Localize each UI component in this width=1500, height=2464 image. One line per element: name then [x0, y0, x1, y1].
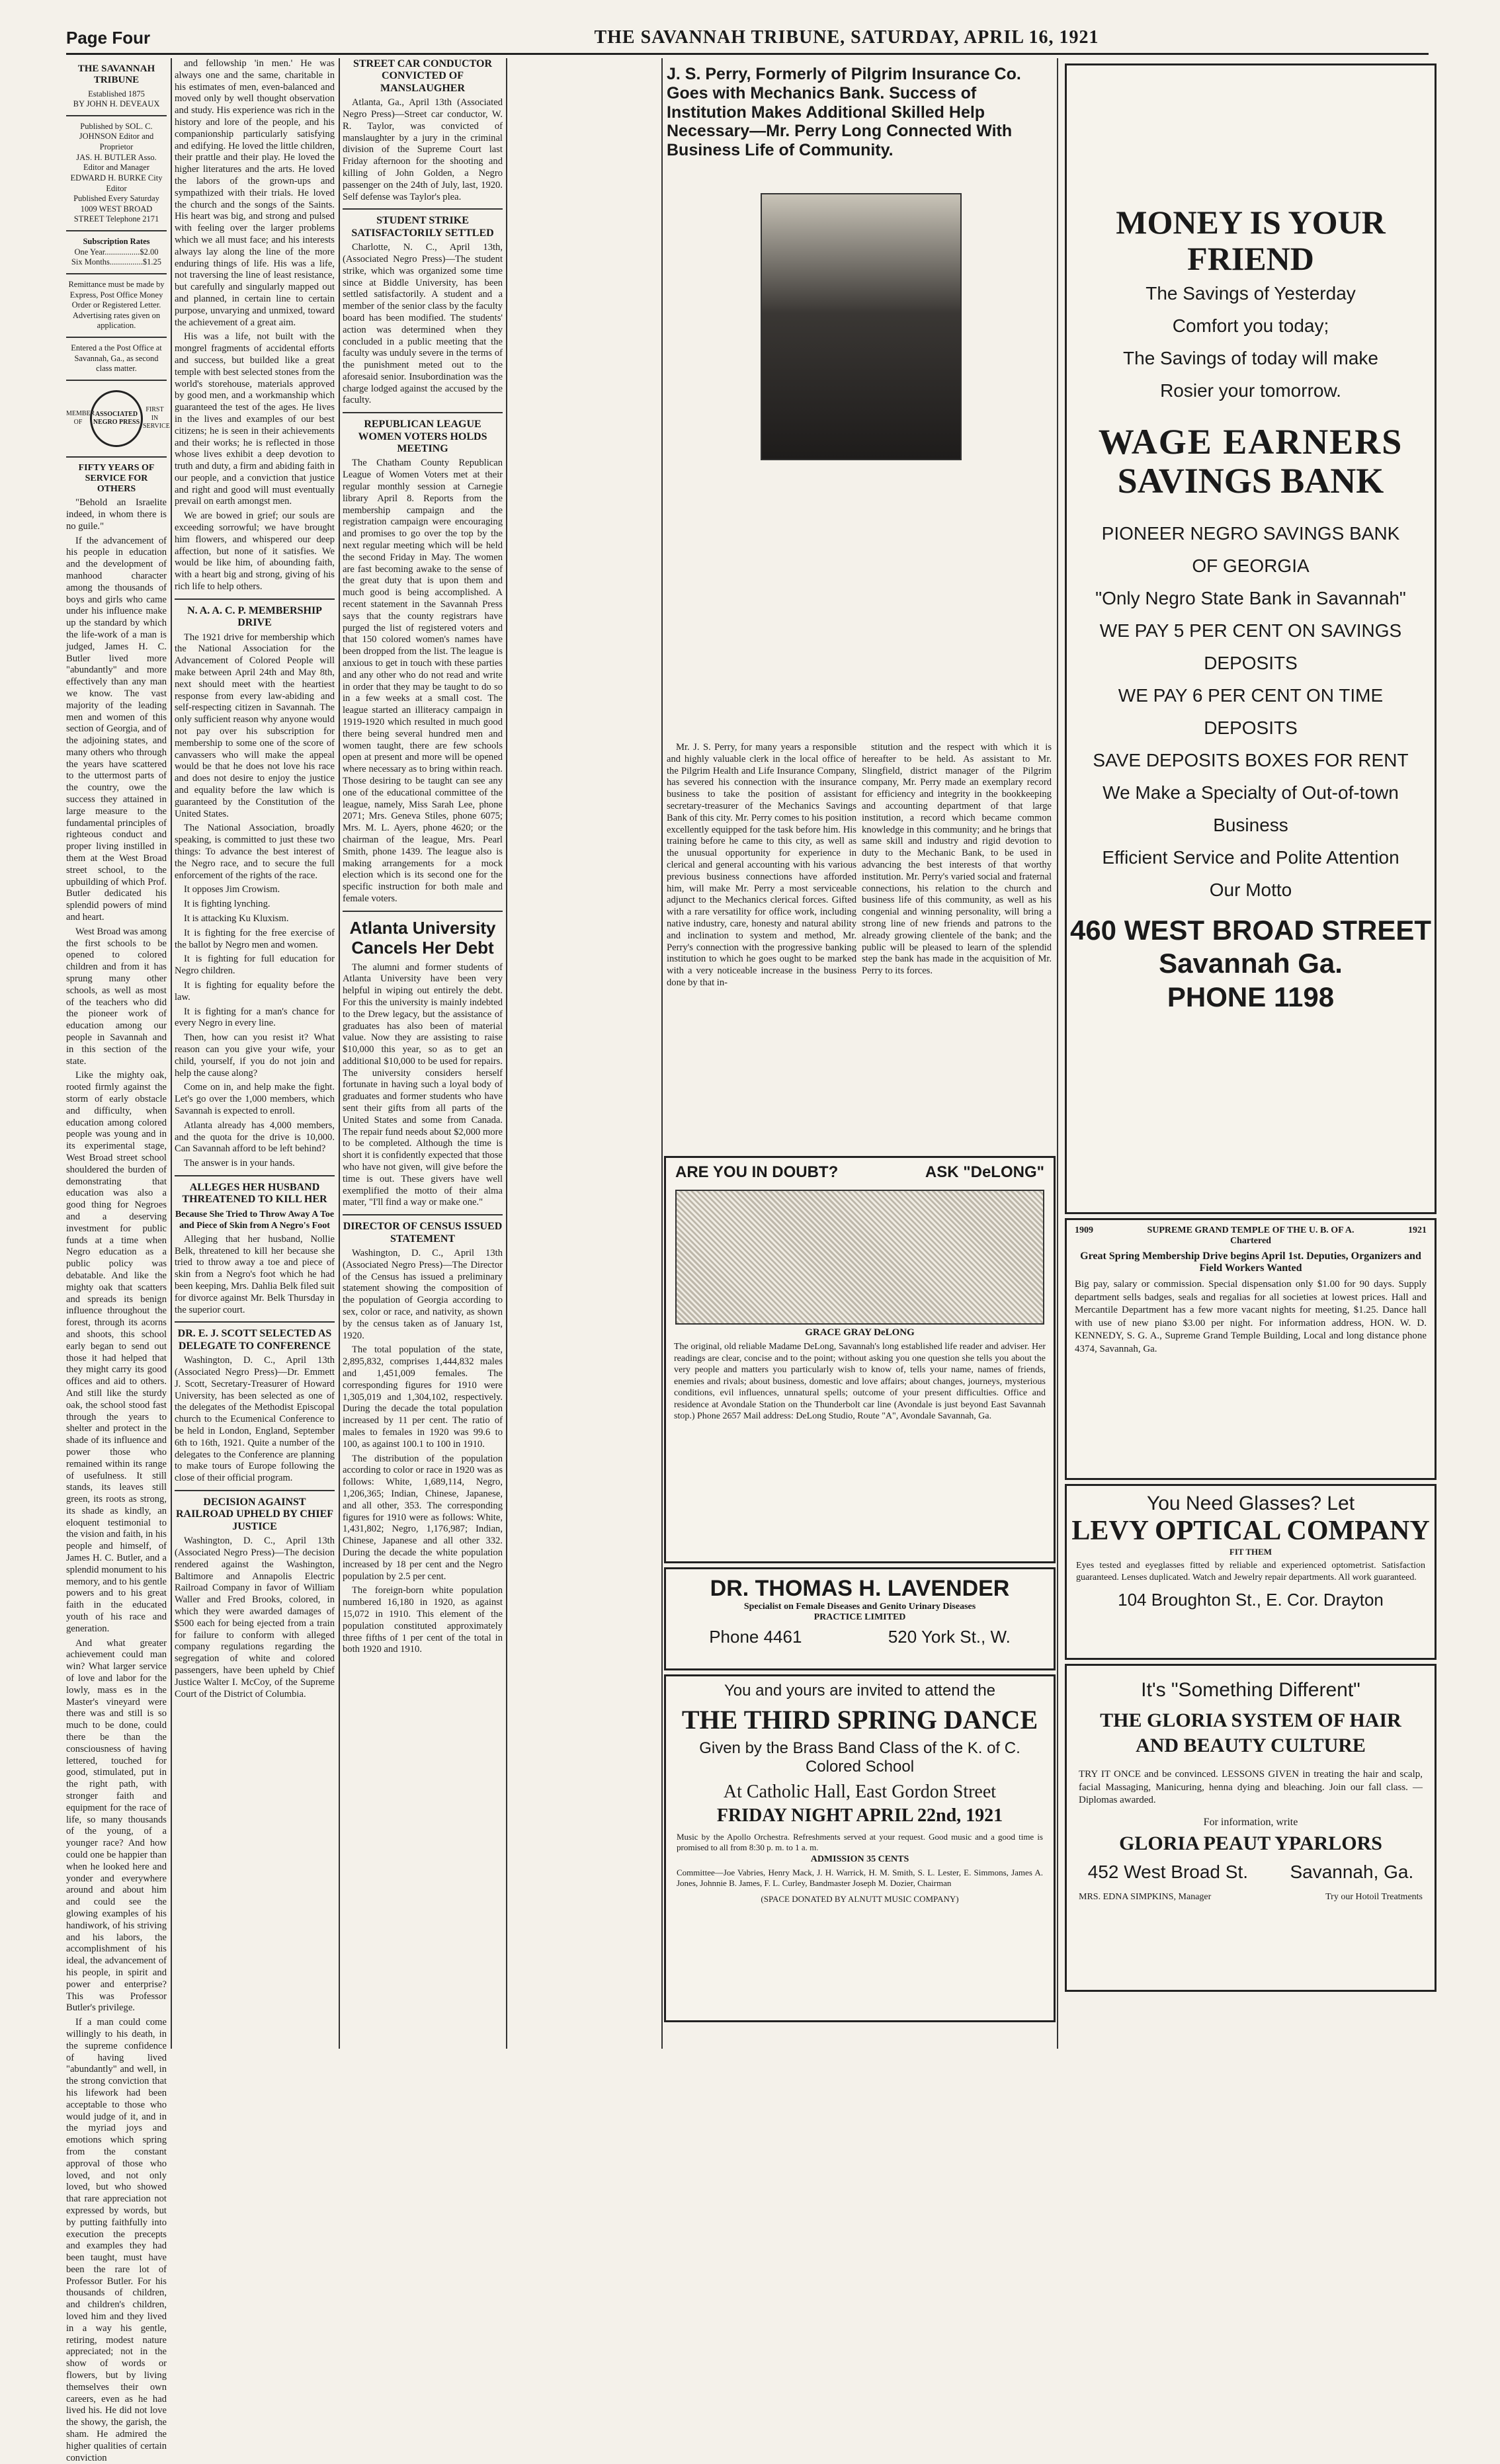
perry-text-right	[862, 742, 1052, 1152]
article-paragraph: Like the mighty oak, rooted firmly against the storm of early obstacle and difficulty, when education among colored people was young and in its experimental stage, West Broad street school shouldered the burden of demonstrating that education was also a good thing for Negroes and a deserving investment for public funds at a time when Negro education as a public policy was debatable. And like the mighty oak that scatters and spreads its benign influence throughout the forest, through its acorns and shoots, this school early began to send out those it had helped that they might carry its good offices and aid to others. And still like the sturdy oak, the school stood fast through the years to shelter and protect in the shade of its influence and power those who remained within its range of usefulness. It still stands, its leaves still green, its roots as strong, its shade as kindly, an eloquent testimonial to the vision and faith, in his people and himself, of James H. C. Butler, and a splendid monument to his memory, and to his gentle powers and to his great faith in the educated youth of his race and generation.	[66, 1070, 167, 1634]
levy-question: You Need Glasses? Let	[1146, 1493, 1355, 1514]
delong-portrait	[675, 1190, 1044, 1325]
article-paragraph: It is fighting for a man's chance for every Negro in every line.	[175, 1006, 335, 1029]
article-paragraph: The Chatham County Republican League of Women Voters met at their regular monthly session at Carnegie library April 8. Reports from the membership campaign and the registration campaign were encouraging and promises to go over the top by the next regular meeting which will be held the second Friday in May. The women are fast becoming awake to the sense of the great duty that is upon them and much good is being accomplished. A recent statement in the Savannah Press says that the county registrars have purged the list of registered voters and that 150 colored women's names have been dropped from the list. The league is anxious to get in touch with these parties and any other who do not read and write in order that they may be taught to do so in a few weeks at a small cost. The league started an illiteracy campaign in 1919-1920 which resulted in much good there being several hundred men and women taught, there are few schools open at present and more will be opened where necessary as to bring within reach. Those desiring to be taught can see any one of the educational committee of the league, namely, Miss Sarah Lee, phone 2071; Mrs. Geneva Stiles, phone 6075; Mrs. M. L. Ayers, phone 4620; or the chairman of the league, Mrs. Pearl Smith, phone 1439. The league also is making arrangements for a mock election which is its second one for the specific instruction for both male and female voters.	[343, 458, 503, 904]
article-paragraph: The 1921 drive for membership which the National Association for the Advancement of Colored People will make between April 24th and May 8th, next should meet with the heartiest response from every law-abiding and self-respecting citizen in Savannah. The only sufficient reason why anyone would not pay over his subscription for membership to some one of the score of canvassers who will make the appeal would be that he does not love his race and does not desire to enjoy the justice and equality before the law which is guaranteed by the Constitution of the United States.	[175, 632, 335, 819]
gloria-name: GLORIA PEAUT YPARLORS	[1119, 1832, 1382, 1854]
bank-saying-1: The Savings of Yesterday	[1146, 283, 1356, 304]
delong-question: ARE YOU IN DOUBT?	[675, 1163, 839, 1181]
dance-invite: You and yours are invited to attend the	[724, 1682, 996, 1700]
article-paragraph: If the advancement of his people in education and the development of manhood character among the thousands of boys and girls who came under his influence make up the standard by which the life-work of a man is judged, James H. C. Butler lived more "abundantly" and more effectively than any man we know. The vast majority of the leading men and women of this section of Georgia, and of the adjoining states, and many others who through the years have scattered to the uttermost parts of the country, owe the success they attained in large measure to the fundamental principles of righteous conduct and proper living instilled in them at the West Broad street school, to the upbuilding of which Prof. Butler dedicated his splendid powers of mind and heart.	[66, 535, 167, 923]
temple-year-end: 1921	[1408, 1225, 1427, 1235]
founder: BY JOHN H. DEVEAUX	[73, 99, 160, 109]
article-paragraph: Charlotte, N. C., April 13th, (Associated Negro Press)—The student strike, which was organized some time since at Biddle University, has been settled satisfactorily. A student and a member of the senior class by the faculty board has been modified. The students' action was determined when they concluded in a public meeting that the faculty was unduly severe in the terms of the punishment meted out to the aforesaid senior. Insubordination was the charge lodged against the accused by the faculty.	[343, 242, 503, 406]
levy-name: LEVY OPTICAL COMPANY	[1071, 1516, 1430, 1546]
bank-name-line-1: WAGE EARNERS	[1098, 422, 1403, 462]
bank-address: 460 WEST BROAD STREET	[1069, 914, 1432, 946]
scott-headline: DR. E. J. SCOTT SELECTED AS DELEGATE TO CONFERENCE	[177, 1328, 332, 1352]
article-paragraph: Washington, D. C., April 13th (Associated Negro Press)—The decision rendered against the Washington, Baltimore and Annapolis Electric Railroad Company in favor of William Waller and Fred Brooks, colored, in which they were awarded damages of $500 each for being ejected from a train for failure to conform with alleged company regulations regarding the segregation of white and colored passengers, have been upheld by Chief Justice Walter I. McCoy, of the Supreme Court of the District of Columbia.	[175, 1536, 335, 1700]
dance-where: At Catholic Hall, East Gordon Street	[723, 1782, 997, 1802]
temple-drive: Great Spring Membership Drive begins April 1st. Deputies, Organizers and Field Workers Wanted	[1080, 1251, 1421, 1274]
lavender-name: DR. THOMAS H. LAVENDER	[710, 1576, 1010, 1601]
rate-six-months: Six Months................$1.25	[71, 257, 162, 267]
perry-headline: J. S. Perry, Formerly of Pilgrim Insurance Co. Goes with Mechanics Bank. Success of Institution Makes Additional Skilled Help Necessary—Mr. Perry Long Connected With Business Life of Community.	[667, 65, 1021, 159]
levy-address: 104 Broughton St., E. Cor. Drayton	[1118, 1590, 1384, 1610]
article-paragraph: Washington, D. C., April 13th (Associated Negro Press)—Dr. Emmett J. Scott, Secretary-Treasurer of Howard University, has been selected as one of the delegates of the Methodist Episcopal church to the Ecumenical Conference to be held in London, England, September 6th to 16th, 1921. Quite a number of the delegates to the Conference are planning to make tours of Europe following the close of their official program.	[175, 1355, 335, 1484]
article-paragraph: Atlanta already has 4,000 members, and the quota for the drive is 10,000. Can Savannah afford to be left behind?	[175, 1120, 335, 1155]
lavender-specialty: Specialist on Female Diseases and Genito Urinary Diseases	[743, 1602, 976, 1612]
naacp-headline: N. A. A. C. P. MEMBERSHIP DRIVE	[187, 604, 322, 629]
bank-phone: PHONE 1198	[1167, 981, 1335, 1012]
seal-right-label: FIRST IN SERVICE	[143, 406, 170, 431]
alleges-subhead: Because She Tried to Throw Away A Toe and Piece of Skin from A Negro's Foot	[175, 1209, 335, 1231]
publication-info: Published Every Saturday 1009 WEST BROAD STREET Telephone 2171	[73, 194, 159, 224]
temple-year-start: 1909	[1075, 1225, 1093, 1235]
gloria-title: THE GLORIA SYSTEM OF HAIR AND BEAUTY CULTURE	[1100, 1709, 1401, 1756]
gloria-city: Savannah, Ga.	[1290, 1861, 1414, 1882]
bank-line: OF GEORGIA	[1192, 555, 1310, 576]
column-2	[175, 58, 335, 2049]
column-rule	[661, 58, 663, 2049]
column-3	[343, 58, 503, 2049]
column-1	[66, 58, 170, 2463]
gloria-treatment: Try our Hotoil Treatments	[1325, 1891, 1423, 1902]
alleges-headline: ALLEGES HER HUSBAND THREATENED TO KILL HER	[182, 1181, 327, 1206]
bank-line: DEPOSITS	[1204, 652, 1298, 673]
perry-portrait	[761, 193, 962, 460]
associate-editor: JAS. H. BUTLER Asso. Editor and Manager	[76, 152, 157, 173]
dance-sponsor: (SPACE DONATED BY ALNUTT MUSIC COMPANY)	[761, 1894, 959, 1904]
bank-name-line-2: SAVINGS BANK	[1117, 461, 1384, 501]
bank-line: Our Motto	[1209, 879, 1292, 900]
bank-city: Savannah Ga.	[1159, 948, 1343, 979]
delong-name: GRACE GRAY DeLONG	[805, 1327, 915, 1338]
delong-ad	[664, 1156, 1056, 1563]
perry-text-left	[667, 742, 856, 1152]
article-paragraph: Washington, D. C., April 13th (Associated Negro Press)—The Director of the Census has issued a preliminary statement showing the composition of the population of Georgia according to sex, color or race, and nativity, as shown by the census taken as of January 1st, 1920.	[343, 1248, 503, 1341]
column-rule	[339, 58, 340, 2049]
bank-line: "Only Negro State Bank in Savannah"	[1095, 587, 1406, 608]
dance-music: Music by the Apollo Orchestra. Refreshments served at your request. Good music and a good time is promised to all from 8:30 p. m. to 1 a. m.	[677, 1832, 1043, 1852]
dance-ad	[664, 1674, 1056, 2022]
article-paragraph: It is fighting for full education for Negro children.	[175, 954, 335, 977]
article-paragraph: His was a life, not built with the mongrel fragments of accidental efforts and success, but builded like a great temple with best selected stones from the world's storehouse, materials approved by good men, and a workmanship which guaranteed the test of the ages. He lives in the lives and examples of our best citizens; he is seen in their achievements and their works; he is reflected in those whose lives exhibit a deep devotion to truth and duty, a firm and abiding faith in our people, and a conviction that justice and right and good will must eventually prevail on earth amongst men.	[175, 331, 335, 507]
article-paragraph: and fellowship 'in men.' He was always one and the same, charitable in his estimates of men, even-balanced and moved only by well thought observation and study. His experience was rich in the history and lore of the people, and his companionship particularly satisfying and edifying. He loved the little children, their prattle and their play. He loved the higher literatures and the arts. He loved the labors of the grown-ups and sympathized with their trials. He loved the church and the songs of the Saints. His heart was big, and strong and pulsed with feeling over the larger problems which we all must face; and his interests always lay along the line of the more enduring things of life. His was a life, not traversing the line of least resistance, but carefully and singularly mapped out and planned, in certain line to certain purpose, unvarying and unmixed, toward the achievement of a great aim.	[175, 58, 335, 328]
delong-body: The original, old reliable Madame DeLong, Savannah's long established life reader and adviser. Her readings are clear, concise and to the point; without asking you one question she tells you about the very people and matters you particularly wish to know of, tells your name, names of friends, enemies and rivals; about business, domestic and love affairs; about changes, journeys, mysterious conditions, evil influences, unnatural spells; outcome of your present difficulties. Office and residence at Avondale Station on the Thunderbolt car line (Avondale is just beyond East Savannah stop.) Phone 2657 Mail address: DeLong Studio, Route "A", Avondale Savannah, Ga.	[674, 1342, 1046, 1421]
strike-headline: STUDENT STRIKE SATISFACTORILY SETTLED	[351, 215, 494, 239]
census-headline: DIRECTOR OF CENSUS ISSUED STATEMENT	[343, 1221, 503, 1245]
league-headline: REPUBLICAN LEAGUE WOMEN VOTERS HOLDS MEETING	[358, 419, 487, 455]
lavender-phone: Phone 4461	[709, 1627, 802, 1647]
levy-fit: FIT THEM	[1229, 1547, 1272, 1557]
associated-press-seal: ASSOCIATED NEGRO PRESS	[90, 390, 143, 447]
article-paragraph: We are bowed in grief; our souls are exceeding sorrowful; we have brought him flowers, and whispered our deep affection, but none of it satisfies. We would be like him, of abounding faith, with a heart big and strong, giving of his rich life to help others.	[175, 511, 335, 593]
article-paragraph: It is fighting for equality before the law.	[175, 979, 335, 1003]
paper-name: THE SAVANNAH TRIBUNE	[77, 63, 155, 86]
gloria-address: 452 West Broad St.	[1087, 1861, 1248, 1882]
perry-headline-block	[667, 58, 1054, 190]
atlanta-headline: Atlanta University Cancels Her Debt	[349, 917, 496, 958]
bank-slogan-line-1: MONEY IS YOUR	[1116, 204, 1386, 241]
bank-saying-3: The Savings of today will make	[1123, 348, 1378, 368]
article-paragraph: And what greater achievement could man win? What larger service of love and labor for the lowly, mass es in the Master's vineyard were there was and still is so much to be done, could there be than the consciousness of having lettered, touched for good, stimulated, put in the right path, with stronger faith and equipment for the race of life, so many thousands of the young, of a younger race? And how could one be happier than when he looked here and yonder and everywhere around and about him and could see the glowing examples of his handiwork, of his striving and his labors, the accomplishment of his ideal, the advancement of his people, in spirit and power and enterprise? This was Professor Butler's privilege.	[66, 1637, 167, 2014]
temple-ad	[1065, 1218, 1437, 1480]
bank-line: PIONEER NEGRO SAVINGS BANK	[1101, 522, 1400, 544]
remittance-note: Remittance must be made by Express, Post Office Money Order or Registered Letter. Advertising rates given on application.	[68, 279, 165, 331]
dance-admission: ADMISSION 35 CENTS	[810, 1854, 909, 1864]
masthead	[66, 22, 1429, 55]
bank-line: Efficient Service and Polite Attention	[1102, 846, 1399, 868]
column-rule	[171, 58, 172, 2049]
article-paragraph: Atlanta, Ga., April 13th (Associated Negro Press)—Street car conductor, W. R. Taylor, was convicted of manslaughter by a jury in the criminal division of the Supreme Court last Friday afternoon for the shooting and killing of John Golden, a Negro passenger on the 24th of July, last, 1920. Self defense was Taylor's plea.	[343, 97, 503, 202]
lavender-ad	[664, 1567, 1056, 1670]
article-paragraph: Alleging that her husband, Nollie Belk, threatened to kill her because she tried to throw away a toe and piece of skin from a Negro's foot which he had been keeping, Mrs. Dahlia Belk filed suit for divorce against Mr. Belk Thursday in the superior court.	[175, 1233, 335, 1315]
dance-committee: Committee—Joe Vabries, Henry Mack, J. H. Warrick, H. M. Smith, S. L. Lester, E. Simmons, James A. Jones, Johnnie B. James, F. L. Curley, Bandmaster Joseph M. Dozier, Chairman	[677, 1868, 1043, 1888]
article-paragraph: stitution and the respect with which it is hereafter to be held. As assistant to Mr. Slingfield, district manager of the Pilgrim company, Mr. Perry made an exemplary record for efficiency and integrity in the bookkeeping and accounting department of that large institution, a record which became common knowledge in this community; and he brings that same skill and industry and rigid devotion to duty to the Mechanic Bank, to be used in advancing the best interests of that worthy institution. Mr. Perry's varied social and fraternal connections, his relation to the church and business life of this community, as well as his congenial and winning personality, will bring a strong line of new friends and patrons to the already growing clientele of the bank; and the public will be pleased to learn of the splendid step the bank has made in the acquisition of Mr. Perry to its forces.	[862, 742, 1052, 977]
article-title: FIFTY YEARS OF SERVICE FOR OTHERS	[78, 462, 155, 495]
lavender-address: 520 York St., W.	[888, 1627, 1011, 1647]
bank-saying-4: Rosier your tomorrow.	[1160, 380, 1341, 401]
wage-earners-bank-ad	[1065, 63, 1437, 1214]
publisher: Published by SOL. C. JOHNSON Editor and Proprietor	[79, 121, 154, 151]
article-paragraph: If a man could come willingly to his death, in the supreme confidence of having lived "abundantly" and well, in the strong conviction that his lifework had been acceptable to those who would judge of it, and in the myriad joys and emotions which spring from the constant approval of those who loved, and not only loved, but who showed that rare appreciation not expressed by words, but by putting faithfully into execution the precepts and examples they had been taught, must have been the rare lot of Professor Butler. For his thousands of children, and children's children, loved him and they lived in a way his gentle, retiring, modest nature appreciated; not in the show of words or flowers, but by living themselves their own careers, even as he had lived his. He did not love the showy, the garish, the sham. He admired the higher qualities of certain conviction	[66, 2017, 167, 2463]
seal-left-label: MEMBER OF	[66, 410, 95, 426]
masthead-title: THE SAVANNAH TRIBUNE, SATURDAY, APRIL 16, 1921	[594, 27, 1099, 48]
article-paragraph: It is fighting lynching.	[184, 899, 271, 910]
bank-slogan-line-2: FRIEND	[1187, 240, 1314, 277]
bank-line: Business	[1213, 814, 1288, 835]
entered-note: Entered a the Post Office at Savannah, Ga., as second class matter.	[71, 343, 162, 374]
article-paragraph: The answer is in your hands.	[184, 1158, 295, 1169]
article-paragraph: The total population of the state, 2,895,832, comprises 1,444,832 males and 1,451,009 females. The corresponding figures for 1910 were 1,305,019 and 1,304,102, respectively. During the decade the total population increased by 11 per cent. The ratio of males to females in 1920 was 99.6 to 100, as against 100.1 to 100 in 1910.	[343, 1344, 503, 1450]
gloria-manager: MRS. EDNA SIMPKINS, Manager	[1079, 1891, 1212, 1902]
delong-ask: ASK "DeLONG"	[925, 1163, 1044, 1181]
dance-when: FRIDAY NIGHT APRIL 22nd, 1921	[716, 1805, 1003, 1826]
bank-line: We Make a Specialty of Out-of-town	[1103, 782, 1399, 803]
article-paragraph: The alumni and former students of Atlanta University have been very helpful in wiping out entirely the debt. For this the university is mainly indebted to the Drew legacy, but the assistance of graduates has also been of material value. Now they are assisting to raise $10,000 this year, so as to get an additional $10,000 to be used for repairs. The university considers herself fortunate in having such a loyal body of graduates and former students who have sent their gifts from all parts of the United States and some from Canada. The repair fund needs about $2,000 more to be completed. Although the time is short it is confidently expected that those who have not given, will give before the time is out. These givers have well exemplified the motto of their alma mater, "I'll find a way or make one."	[343, 962, 503, 1208]
bank-saying-2: Comfort you today;	[1172, 315, 1329, 336]
article-paragraph: The National Association, broadly speaking, is committed to just these two things: To advance the best interest of the Negro race, and to secure the full enforcement of the rights of the race.	[175, 823, 335, 881]
subscription-rates-heading: Subscription Rates	[83, 237, 150, 246]
levy-optical-ad	[1065, 1484, 1437, 1660]
temple-chartered: Chartered	[1230, 1236, 1271, 1246]
article-paragraph: "Behold an Israelite indeed, in whom there is no guile."	[66, 497, 167, 532]
bank-line: DEPOSITS	[1204, 717, 1298, 738]
article-paragraph: The distribution of the population according to color or race in 1920 was as follows: White, 1,689,114, Negro, 1,206,365; Indian, Chinese, Japanese, and all other, 353. The corresponding figures for 1910 were as follows: White, 1,431,802; Negro, 1,176,987; Indian, Chinese, Japanese and all other 332. During the decade the white population increased by 18 per cent and the Negro population by 2.5 per cent.	[343, 1453, 503, 1582]
established: Established 1875	[88, 89, 145, 99]
gloria-body: TRY IT ONCE and be convinced. LESSONS GIVEN in treating the hair and scalp, facial Massaging, Manicuring, henna dying and bleaching. Join our fall class. — Diplomas awarded.	[1079, 1769, 1423, 1805]
article-paragraph: It is attacking Ku Kluxism.	[184, 913, 289, 924]
gloria-ad	[1065, 1664, 1437, 1992]
bank-line: SAVE DEPOSITS BOXES FOR RENT	[1093, 749, 1409, 770]
temple-body: Big pay, salary or commission. Special dispensation only $1.00 for 90 days. Supply department sells badges, seals and regalias for all societies at lowest prices. Hall and Mercantile Department has a few more vacant nights for meeting, $1.25. Dance hall with use of new piano $3.00 per night. For information address, HON. W. D. KENNEDY, S. G. A., Supreme Grand Temple Building, Local and long distance phone 4374, Savannah, Ga.	[1075, 1279, 1427, 1354]
column-rule	[506, 58, 507, 2049]
page-number: Page Four	[66, 27, 151, 48]
street-car-headline: STREET CAR CONDUCTOR CONVICTED OF MANSLAUGHER	[353, 58, 493, 94]
press-seal-row	[66, 386, 170, 451]
gloria-tagline: It's "Something Different"	[1141, 1679, 1360, 1701]
lavender-practice: PRACTICE LIMITED	[813, 1612, 906, 1622]
article-paragraph: It opposes Jim Crowism.	[184, 884, 280, 895]
article-paragraph: West Broad was among the first schools to be opened to colored children and from it has sprung many other schools, as well as most of the teachers who did the pioneer work of education among our people in Savannah and in this section of the state.	[66, 926, 167, 1067]
article-paragraph: The foreign-born white population numbered 16,180 in 1920, as against 15,072 in 1910. This element of the population constituted approximately three fifths of 1 per cent of the total in both 1920 and 1910.	[343, 1585, 503, 1655]
bank-line: WE PAY 6 PER CENT ON TIME	[1118, 684, 1384, 706]
article-paragraph: Mr. J. S. Perry, for many years a responsible and highly valuable clerk in the local office of the Pilgrim Health and Life Insurance Company, has severed his connection with the insurance business to take the position of assistant secretary-treasurer of the Mechanics Savings Bank of this city. Mr. Perry comes to his position excellently equipped for the task before him. His training before he came to this city, as well as the unusual opportunity for experience in clerical and general accounting with his various previous business connections have afforded him, will make Mr. Perry a most serviceable adjunct to the Mechanics clerical forces. Gifted with a rare versatility for office work, including native industry, care, honesty and natural ability and inclination to system and method, Mr. Perry's connection with the progressive banking institution to which he goes ought to be marked with a very noticeable increase in the business done by that in-	[667, 742, 856, 988]
article-paragraph: It is fighting for the free exercise of the ballot by Negro men and women.	[175, 927, 335, 950]
city-editor: EDWARD H. BURKE City Editor	[70, 173, 163, 193]
column-rule	[1057, 58, 1058, 2049]
article-paragraph: Come on in, and help make the fight. Let's go over the 1,000 members, which Savannah is expected to enroll.	[175, 1082, 335, 1116]
gloria-info: For information, write	[1203, 1816, 1298, 1828]
dance-title: THE THIRD SPRING DANCE	[681, 1705, 1038, 1735]
rate-one-year: One Year.................$2.00	[74, 247, 159, 257]
levy-body: Eyes tested and eyeglasses fitted by reliable and experienced optometrist. Satisfaction guaranteed. Lenses duplicated. Watch and Jewelry repair departments. All work guaranteed.	[1076, 1561, 1425, 1582]
dance-given: Given by the Brass Band Class of the K. of C. Colored School	[699, 1739, 1021, 1776]
article-paragraph: Then, how can you resist it? What reason can you give your wife, your child, yourself, if you do not join and help the cause along?	[175, 1032, 335, 1079]
temple-title: SUPREME GRAND TEMPLE OF THE U. B. OF A.	[1147, 1225, 1354, 1235]
bank-line: WE PAY 5 PER CENT ON SAVINGS	[1099, 620, 1402, 641]
railroad-headline: DECISION AGAINST RAILROAD UPHELD BY CHIEF JUSTICE	[175, 1496, 334, 1532]
